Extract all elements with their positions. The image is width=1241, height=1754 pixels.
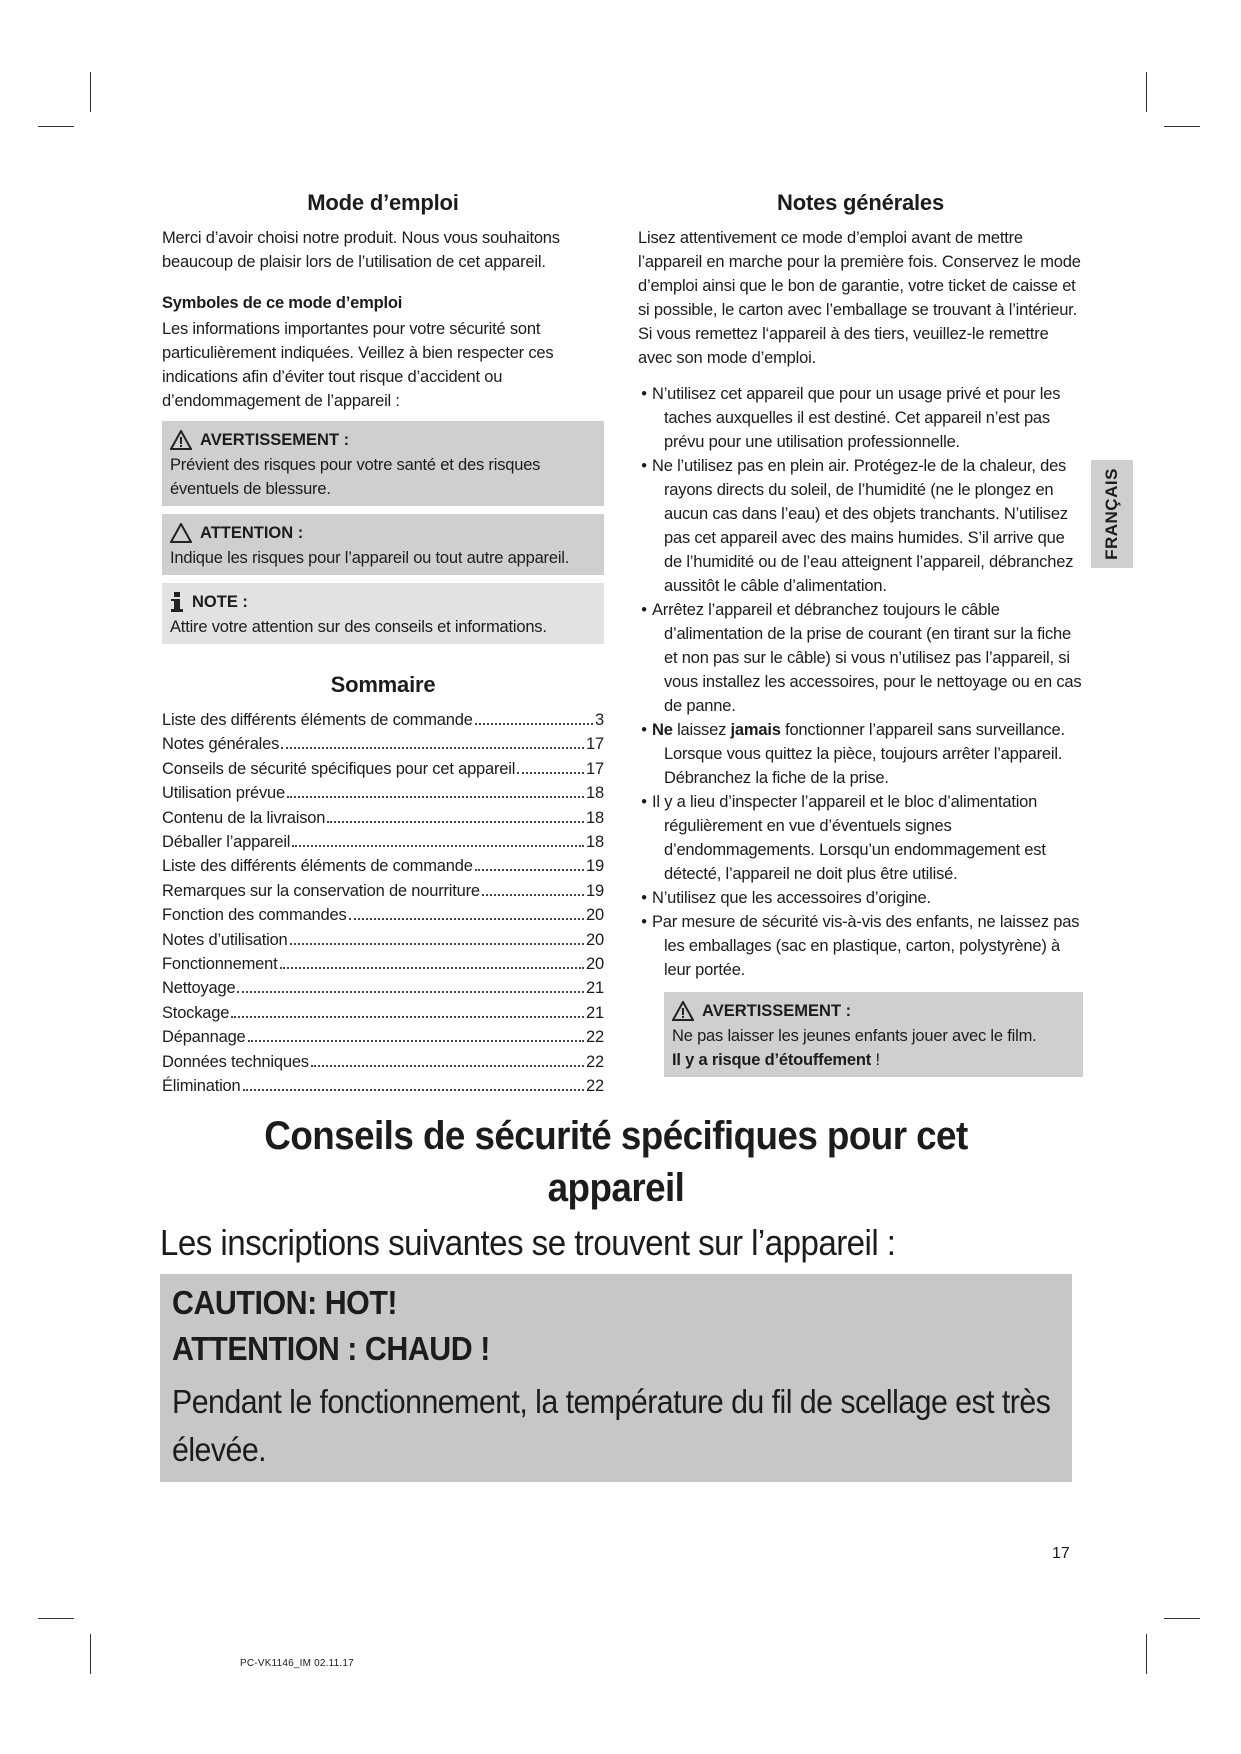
crop-mark [1146,72,1147,112]
toc-entry [162,1001,604,1025]
toc-entry-page: 22 [586,1028,604,1047]
toc-entry [162,928,604,952]
toc-leader-dots [475,869,584,871]
language-tab [1091,460,1133,568]
toc-entry-label: Conseils de sécurité spécifiques pour cet appareil [162,759,516,778]
note-text: Attire votre attention sur des conseils et informations. [170,618,547,636]
toc-entry-label: Notes d’utilisation [162,930,288,949]
toc-leader-dots [281,747,584,749]
toc-entry-page: 18 [586,808,604,827]
bullet-dot-icon: • [641,793,647,811]
toc-entry-page: 22 [586,1077,604,1096]
warning-box [162,421,604,506]
bullet-mid: laissez [672,721,731,739]
info-icon [170,592,184,612]
note-box [162,583,604,644]
toc-entry [162,1050,604,1074]
suffocation-suffix: ! [871,1051,880,1069]
attention-text: Indique les risques pour l’appareil ou tout autre appareil. [170,549,570,567]
warning-triangle-icon [672,1001,694,1021]
toc-entry-page: 20 [586,906,604,925]
toc-entry-page: 17 [586,735,604,754]
toc-entry-label: Données techniques [162,1052,309,1071]
toc-entry [162,830,604,854]
toc-entry-page: 20 [586,930,604,949]
toc-entry-page: 21 [586,979,604,998]
film-warning-label: AVERTISSEMENT : [702,1002,852,1020]
toc-entry-page: 20 [586,955,604,974]
toc-entry [162,879,604,903]
toc-leader-dots [482,894,584,896]
toc-entry-label: Liste des différents éléments de commande [162,857,473,876]
warning-label: AVERTISSEMENT : [200,431,350,449]
bullet-dot-icon: • [641,601,647,619]
toc-leader-dots [311,1065,584,1067]
language-label: FRANÇAIS [1102,468,1121,560]
safety-section [160,1110,1072,1482]
film-warning-text: Ne pas laisser les jeunes enfants jouer avec le film. [672,1027,1037,1045]
bullet-dot-icon: • [641,721,647,739]
bullet-dot-icon: • [641,457,647,475]
bullet-text: N’utilisez que les accessoires d’origine. [652,889,931,907]
bullet-text: Arrêtez l’appareil et débranchez toujours le câble d’alimentation de la prise de courant (en tirant sur la fiche et non pas sur le câble) si vous n’utilisez pas l’appareil, si vous installez les accessoires, pour le nettoyage ou en cas de panne. [652,601,1082,715]
toc-entry [162,1025,604,1049]
symbols-text: Les informations importantes pour votre sécurité sont particulièrement indiquées. Veillez à bien respecter ces indications afin d’éviter tout risque d’accident ou d’endommagement de l’appareil : [162,320,554,410]
temperature-warning: Pendant le fonctionnement, la température du fil de scellage est très élevée. [172,1383,1051,1468]
crop-mark [1164,126,1200,127]
bullet-dot-icon: • [641,913,647,931]
bullet-text: Par mesure de sécurité vis-à-vis des enfants, ne laissez pas les emballages (sac en plastique, carton, polystyrène) à leur portée. [652,913,1080,979]
toc-leader-dots [290,943,585,945]
toc-entry [162,854,604,878]
crop-mark [1164,1618,1200,1619]
safety-title: Conseils de sécurité spécifiques pour cet appareil [264,1114,968,1210]
toc-entry-page: 18 [586,784,604,803]
toc-entry-label: Remarques sur la conservation de nourriture [162,881,480,900]
safety-bullet [638,382,1083,454]
notes-generales-title: Notes générales [777,190,944,215]
crop-mark [1146,1634,1147,1674]
toc-entry-label: Dépannage [162,1028,246,1047]
toc-entry-label: Notes générales [162,735,280,754]
safety-bullet [638,718,1083,790]
toc-entry-label: Fonction des commandes [162,906,347,925]
crop-mark [90,1634,91,1674]
toc-leader-dots [280,967,585,969]
bullet-text: Ne l’utilisez pas en plein air. Protégez-le de la chaleur, des rayons directs du soleil, de l’humidité (ne le plongez en aucun cas dans l’eau) et des objets tranchants. N’utilisez pas cet appareil avec des mains humides. S’il arrive que de l’humidité ou de l’eau atteignent l’appareil, débranchez aussitôt le câble d’alimentation. [652,457,1074,595]
film-warning-box [664,992,1083,1077]
toc-entry-label: Déballer l’appareil [162,833,291,852]
toc-entry [162,952,604,976]
toc-entry-page: 19 [586,857,604,876]
safety-bullet-list [638,382,1083,982]
toc-entry-label: Fonctionnement [162,955,278,974]
attention-triangle-icon [170,523,192,543]
toc-entry-page: 18 [586,833,604,852]
toc-leader-dots [327,821,584,823]
safety-bullet [638,598,1083,718]
suffocation-warning: Il y a risque d’étouffement [672,1051,872,1069]
toc-entry [162,806,604,830]
toc-leader-dots [292,845,584,847]
safety-bullet [638,910,1083,982]
toc-entry [162,732,604,756]
safety-bullet [638,790,1083,886]
toc-entry [162,903,604,927]
toc-entry-page: 22 [586,1052,604,1071]
attention-label: ATTENTION : [200,524,304,542]
toc-entry-page: 21 [586,1003,604,1022]
toc-entry-page: 17 [586,759,604,778]
symbols-heading: Symboles de ce mode d’emploi [162,294,403,312]
intro-text: Merci d’avoir choisi notre produit. Nous vous souhaitons beaucoup de plaisir lors de l’utilisation de cet appareil. [162,229,560,271]
note-label: NOTE : [192,593,248,611]
toc-entry [162,708,604,732]
safety-bullet [638,886,1083,910]
toc-entry-label: Contenu de la livraison [162,808,326,827]
warning-triangle-icon [170,430,192,450]
footer-code: PC-VK1146_IM 02.11.17 [240,1658,354,1669]
toc-entry [162,757,604,781]
safety-subtitle: Les inscriptions suivantes se trouvent sur l’appareil : [160,1222,896,1263]
toc-entry-page: 3 [595,711,604,729]
crop-mark [38,1618,74,1619]
toc-leader-dots [243,1089,585,1091]
caution-box [160,1274,1072,1482]
toc-entry [162,976,604,1000]
toc-entry-label: Élimination [162,1077,241,1096]
toc-leader-dots [475,723,593,725]
page-number: 17 [1052,1545,1070,1562]
toc-entry-label: Nettoyage [162,979,236,998]
toc-entry-label: Utilisation prévue [162,784,285,803]
toc-title: Sommaire [330,672,436,697]
toc-entry [162,1074,604,1098]
toc-leader-dots [349,918,585,920]
safety-bullet [638,454,1083,598]
toc-leader-dots [237,991,584,993]
mode-emploi-title: Mode d’emploi [307,190,459,215]
bullet-text: Il y a lieu d’inspecter l’appareil et le bloc d’alimentation régulièrement en vue d’éventuels signes d’endommagements. Lorsqu’un endommagement est détecté, l’appareil ne doit plus être utilisé. [652,793,1046,883]
crop-mark [38,126,74,127]
bullet-strong: Ne [652,721,673,739]
left-column [162,190,604,1099]
right-column [638,190,1083,1077]
bullet-strong-2: jamais [730,721,781,739]
bullet-dot-icon: • [641,889,647,907]
toc-leader-dots [231,1016,584,1018]
bullet-dot-icon: • [641,385,647,403]
crop-mark [90,72,91,112]
attention-chaud: ATTENTION : CHAUD ! [172,1330,490,1367]
toc-entry-page: 19 [586,881,604,900]
toc-leader-dots [517,772,584,774]
toc-leader-dots [287,796,584,798]
toc-entry [162,781,604,805]
bullet-text: N’utilisez cet appareil que pour un usage privé et pour les taches auxquelles il est destiné. Cet appareil n’est pas prévu pour une utilisation professionnelle. [652,385,1061,451]
toc-leader-dots [248,1040,585,1042]
toc-entry-label: Liste des différents éléments de commande [162,711,473,729]
table-of-contents [162,708,604,1099]
warning-text: Prévient des risques pour votre santé et des risques éventuels de blessure. [170,456,541,498]
notes-intro: Lisez attentivement ce mode d’emploi avant de mettre l’appareil en marche pour la première fois. Conservez le mode d’emploi ainsi que le bon de garantie, votre ticket de caisse et si possible, le carton avec l’emballage se trouvant à l’intérieur. Si vous remettez l‘appareil à des tiers, veuillez-le remettre avec son mode d’emploi. [638,229,1081,367]
toc-entry-label: Stockage [162,1003,230,1022]
bullet-text: fonctionner l’appareil sans surveillance. Lorsque vous quittez la pièce, toujours arrêter l’appareil. Débranchez la fiche de la prise. [664,721,1065,787]
caution-hot: CAUTION: HOT! [172,1284,398,1321]
attention-box [162,514,604,575]
